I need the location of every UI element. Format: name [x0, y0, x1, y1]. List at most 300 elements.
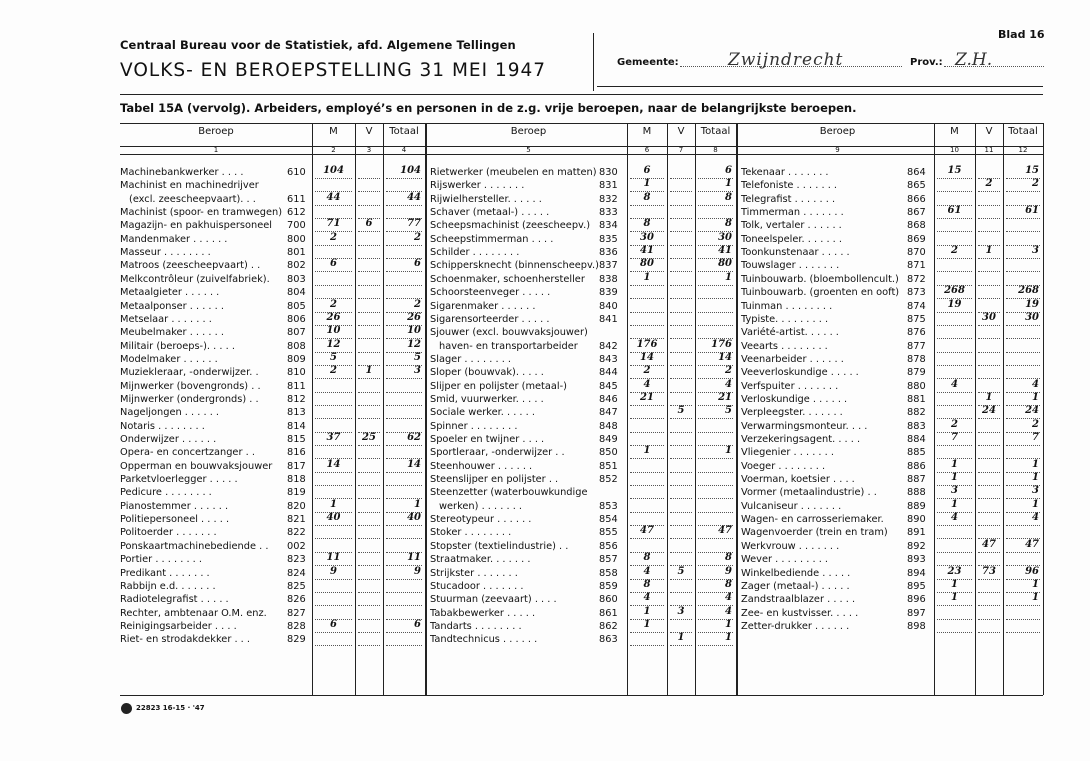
entry-line: [1006, 258, 1040, 260]
count-t: 10: [407, 325, 421, 337]
occupation-label: Portier . . . . . . . .: [120, 554, 203, 566]
entry-line: [698, 538, 733, 540]
section-rule: [426, 123, 427, 695]
entry-line: [937, 525, 972, 527]
count-t: 44: [407, 191, 421, 203]
count-m: 1: [643, 445, 651, 457]
entry-line: [315, 405, 352, 407]
occupation-code: 875: [907, 313, 926, 325]
count-m: 2: [951, 245, 958, 257]
entry-line: [937, 552, 972, 554]
occupation-label: Steenslijper en polijster . .: [430, 474, 559, 486]
occupation-label: Politoerder . . . . . . .: [120, 527, 217, 539]
entry-line: [386, 485, 422, 487]
occupation-code: 879: [907, 367, 926, 379]
occupation-label: Pianostemmer . . . . . .: [120, 500, 229, 512]
entry-line: [937, 231, 972, 233]
occupation-code: 808: [287, 340, 306, 352]
occupation-label: Zandstraalblazer . . . . .: [741, 594, 856, 606]
header-m: M: [950, 126, 959, 137]
occupation-label: Metaalponser . . . . . .: [120, 300, 225, 312]
entry-line: [698, 472, 733, 474]
entry-line: [698, 325, 733, 327]
province-label: Prov.:: [910, 57, 943, 68]
occupation-code: 803: [287, 273, 306, 285]
header-divider: [593, 33, 594, 91]
count-m: 3: [951, 485, 958, 497]
occupation-code: 832: [599, 193, 618, 205]
occupation-label: Zetter-drukker . . . . . .: [741, 620, 850, 632]
entry-line: [630, 205, 664, 207]
count-m: 9: [330, 565, 337, 577]
occupation-label: Spoeler en twijner . . . .: [430, 434, 545, 445]
count-m: 268: [944, 285, 965, 297]
count-t: 26: [407, 311, 421, 323]
entry-line: [670, 325, 692, 327]
occupation-label: Rietwerker (meubelen en matten): [430, 167, 597, 178]
entry-line: [358, 579, 380, 581]
entry-line: [1006, 325, 1040, 327]
entry-line: [670, 178, 692, 180]
count-v: 5: [677, 405, 685, 417]
count-t: 1: [725, 618, 732, 630]
entry-line: [630, 645, 664, 647]
occupation-code: 888: [907, 487, 926, 499]
occupation-label: Veenarbeider . . . . . .: [741, 353, 844, 365]
occupation-code: 880: [907, 380, 926, 392]
colnum-bottom-rule: [120, 154, 1043, 155]
column-rule: [627, 123, 628, 695]
entry-line: [358, 632, 380, 634]
municipality-value: Zwijndrecht: [728, 50, 844, 70]
count-v: 6: [365, 218, 373, 230]
occupation-code: 896: [907, 594, 926, 606]
occupation-label: Typiste. . . . . . . . .: [741, 313, 829, 325]
occupation-code: 857: [599, 554, 618, 566]
occupation-label: Steenzetter (waterbouwkundige: [430, 487, 588, 499]
occupation-label: Predikant . . . . . . .: [120, 567, 210, 579]
entry-line: [315, 592, 352, 594]
occupation-label: Spinner . . . . . . . .: [430, 420, 518, 432]
entry-line: [315, 271, 352, 273]
column-number: 8: [713, 146, 718, 154]
count-v: 1: [677, 632, 685, 644]
entry-line: [358, 258, 380, 260]
occupation-label: Verloskundige . . . . . .: [741, 393, 848, 405]
count-m: 4: [951, 378, 958, 390]
header-totaal: Totaal: [389, 126, 419, 137]
occupation-label: Stereotypeur . . . . . .: [430, 514, 532, 526]
entry-line: [978, 285, 1000, 287]
header-beroep: Beroep: [198, 126, 234, 137]
occupation-code: 828: [287, 620, 306, 632]
entry-line: [937, 271, 972, 273]
occupation-code: 800: [287, 233, 306, 245]
occupation-label: Straatmaker. . . . . . .: [430, 554, 531, 566]
count-t: 30: [718, 231, 732, 243]
header-m: M: [642, 126, 652, 137]
municipality-underline: [680, 66, 902, 68]
occupation-code: 878: [907, 353, 926, 365]
count-t: 11: [407, 552, 421, 564]
count-t: 8: [725, 578, 732, 590]
count-v: 3: [677, 605, 685, 617]
header-v: V: [985, 126, 993, 137]
entry-line: [978, 191, 1000, 193]
occupation-label: Toonkunstenaar . . . . .: [741, 247, 850, 259]
occupation-code: 839: [599, 287, 618, 299]
count-v: 25: [362, 432, 376, 443]
entry-line: [386, 271, 422, 273]
column-number: 3: [366, 146, 372, 154]
entry-line: [670, 298, 692, 300]
occupation-label: Zee- en kustvisser. . . . .: [741, 607, 859, 619]
count-t: 1: [725, 178, 732, 190]
count-t: 8: [725, 218, 732, 230]
occupation-label: Melkcontrôleur (zuivelfabriek).: [120, 273, 270, 285]
occupation-label: Veeverloskundige . . . . .: [741, 367, 859, 379]
entry-line: [670, 552, 692, 554]
occupation-label: Veearts . . . . . . . .: [741, 340, 828, 352]
occupation-code: 846: [599, 393, 618, 405]
occupation-label: Telegrafist . . . . . . .: [741, 193, 836, 205]
entry-line: [937, 619, 972, 621]
occupation-label: Ponskaartmachinebediende . .: [120, 540, 269, 552]
entry-line: [358, 645, 380, 647]
occupation-label: Stucadoor . . . . . . .: [430, 580, 524, 592]
occupation-label: Wever . . . . . . . . .: [741, 554, 829, 566]
entry-line: [937, 405, 972, 407]
column-rule: [312, 123, 313, 695]
occupation-code: 852: [599, 474, 618, 486]
count-m: 14: [326, 458, 341, 470]
entry-line: [670, 485, 692, 487]
entry-line: [670, 458, 692, 460]
header-rule-long: [120, 94, 1043, 95]
occupation-label: Sigarensorteerder . . . . .: [430, 313, 550, 325]
count-m: 8: [643, 191, 651, 203]
table-bottom-rule: [120, 695, 1043, 696]
count-m: 21: [640, 391, 654, 403]
count-m: 176: [636, 338, 658, 350]
occupation-code: 802: [287, 260, 306, 272]
entry-line: [698, 205, 733, 207]
entry-line: [937, 538, 972, 540]
occupation-code: 829: [287, 634, 306, 646]
occupation-code: 859: [599, 580, 618, 592]
column-number: 11: [984, 146, 994, 154]
column-rule: [355, 123, 356, 695]
entry-line: [670, 271, 692, 273]
count-m: 1: [951, 578, 958, 590]
entry-line: [1006, 445, 1040, 447]
entry-line: [358, 392, 380, 394]
column-number: 6: [644, 146, 650, 154]
entry-line: [978, 418, 1000, 420]
count-t: 80: [718, 258, 732, 270]
occupation-code: 862: [599, 620, 618, 632]
entry-line: [698, 485, 733, 487]
count-t: 62: [407, 432, 421, 443]
entry-line: [937, 632, 972, 634]
count-v: 73: [982, 565, 996, 577]
occupation-code: 881: [907, 393, 926, 405]
occupation-label: Winkelbediende . . . . .: [741, 567, 851, 579]
occupation-code: 866: [907, 193, 926, 205]
occupation-label: Tuinbouwarb. (bloembollencult.): [741, 273, 899, 285]
entry-line: [670, 445, 692, 447]
occupation-label: Tabakbewerker . . . . .: [430, 607, 536, 619]
header-rule: [597, 86, 1043, 87]
occupation-code: 851: [599, 460, 618, 472]
occupation-code: 822: [287, 527, 306, 539]
entry-line: [386, 418, 422, 420]
occupation-code: 821: [287, 514, 306, 526]
entry-line: [630, 325, 664, 327]
count-t: 1: [725, 271, 732, 283]
occupation-code: 847: [599, 407, 618, 419]
count-t: 7: [1032, 432, 1039, 443]
occupation-code: 854: [599, 514, 618, 526]
count-m: 4: [643, 592, 651, 604]
occupation-label: Verwarmingsmonteur. . . .: [741, 420, 868, 432]
entry-line: [978, 552, 1000, 554]
entry-line: [978, 445, 1000, 447]
count-m: 1: [643, 618, 651, 630]
occupation-code: 813: [287, 407, 306, 419]
entry-line: [937, 258, 972, 260]
occupation-code: 834: [599, 220, 618, 232]
count-t: 176: [711, 338, 732, 350]
occupation-label: Wagenvoerder (trein en tram): [741, 527, 888, 539]
entry-line: [978, 498, 1000, 500]
entry-line: [315, 645, 352, 647]
entry-line: [386, 525, 422, 527]
count-m: 1: [951, 592, 958, 604]
entry-line: [937, 325, 972, 327]
count-m: 1: [951, 458, 958, 470]
entry-line: [670, 245, 692, 247]
entry-line: [630, 418, 664, 420]
entry-line: [630, 285, 664, 287]
occupation-label: Steenhouwer . . . . . .: [430, 460, 533, 472]
entry-line: [978, 579, 1000, 581]
entry-line: [358, 285, 380, 287]
occupation-code: 827: [287, 607, 306, 619]
entry-line: [698, 645, 733, 647]
occupation-label: Parketvloerlegger . . . . .: [120, 474, 238, 486]
entry-line: [315, 538, 352, 540]
occupation-code: 812: [287, 393, 306, 405]
occupation-code: 898: [907, 620, 926, 632]
entry-line: [358, 178, 380, 180]
count-m: 44: [326, 191, 341, 203]
count-t: 61: [1025, 205, 1039, 217]
count-t: 3: [1032, 245, 1039, 257]
occupation-label: Timmerman . . . . . . .: [741, 207, 844, 219]
count-m: 4: [643, 565, 651, 577]
occupation-code: 801: [287, 247, 306, 259]
occupation-code: 835: [599, 233, 618, 245]
entry-line: [1006, 218, 1040, 220]
occupation-code: 867: [907, 207, 926, 219]
header-beroep: Beroep: [510, 126, 547, 137]
occupation-label: Vormer (metaalindustrie) . .: [741, 487, 877, 499]
occupation-code: 844: [599, 367, 618, 379]
count-t: 14: [407, 458, 421, 470]
entry-line: [315, 205, 352, 207]
entry-line: [937, 365, 972, 367]
table-title: Tabel 15A (vervolg). Arbeiders, employé’s en personen in de z.g. vrije beroepen, naar de belangrijkste beroepen.: [120, 101, 857, 115]
occupation-code: 811: [287, 380, 306, 392]
entry-line: [386, 605, 422, 607]
entry-line: [1006, 552, 1040, 554]
count-t: 268: [1018, 285, 1039, 297]
occupation-label: Rijswerker . . . . . . .: [430, 180, 525, 192]
header-v: V: [365, 126, 373, 137]
entry-line: [670, 498, 692, 500]
entry-line: [937, 445, 972, 447]
entry-line: [670, 579, 692, 581]
column-rule: [975, 123, 976, 695]
entry-line: [937, 218, 972, 220]
occupation-label: Sportleraar, -onderwijzer . .: [430, 447, 565, 459]
count-t: 6: [725, 165, 732, 176]
count-t: 6: [414, 618, 421, 630]
entry-line: [978, 378, 1000, 380]
occupation-label: Stuurman (zeevaart) . . . .: [430, 594, 557, 606]
occupation-code: 876: [907, 327, 926, 339]
count-t: 15: [1025, 165, 1039, 176]
entry-line: [358, 552, 380, 554]
province-value: Z.H.: [955, 50, 993, 70]
entry-line: [358, 472, 380, 474]
occupation-label: haven- en transportarbeider: [439, 340, 578, 352]
page-number: Blad 16: [998, 28, 1045, 41]
occupation-code: 853: [599, 500, 618, 512]
column-number: 5: [526, 146, 531, 154]
entry-line: [630, 538, 664, 540]
count-v: 1: [985, 391, 993, 403]
count-t: 41: [718, 245, 732, 257]
header-totaal: Totaal: [700, 126, 731, 137]
count-t: 47: [718, 525, 732, 537]
occupation-code: 804: [287, 287, 306, 299]
occupation-code: 805: [287, 300, 306, 312]
occupation-code: 884: [907, 434, 926, 445]
occupation-code: [599, 327, 623, 339]
occupation-label: Zager (metaal-) . . . . .: [741, 580, 850, 592]
count-t: 96: [1025, 565, 1039, 577]
occupation-code: 865: [907, 180, 926, 192]
count-m: 15: [947, 165, 962, 176]
entry-line: [315, 525, 352, 527]
entry-line: [358, 352, 380, 354]
count-t: 8: [725, 191, 732, 203]
entry-line: [978, 485, 1000, 487]
occupation-code: 895: [907, 580, 926, 592]
occupation-label: Verfspuiter . . . . . . .: [741, 380, 839, 392]
count-v: 24: [982, 405, 996, 417]
entry-line: [386, 592, 422, 594]
entry-line: [978, 365, 1000, 367]
entry-line: [670, 512, 692, 514]
occupation-label: Telefoniste . . . . . . .: [741, 180, 838, 192]
count-m: 8: [643, 218, 651, 230]
count-t: 9: [414, 565, 421, 577]
entry-line: [358, 538, 380, 540]
count-t: 6: [414, 258, 421, 270]
count-m: 10: [326, 325, 341, 337]
occupation-label: Militair (beroeps-). . . . .: [120, 340, 235, 352]
entry-line: [386, 405, 422, 407]
entry-line: [698, 285, 733, 287]
occupation-code: 868: [907, 220, 926, 232]
occupation-code: 848: [599, 420, 618, 432]
occupation-label: werken) . . . . . . .: [439, 500, 523, 512]
entry-line: [315, 485, 352, 487]
occupation-label: Reinigingsarbeider . . . .: [120, 620, 237, 632]
entry-line: [978, 218, 1000, 220]
count-m: 11: [326, 552, 341, 564]
occupation-label: Sloper (bouwvak). . . . .: [430, 367, 544, 379]
count-m: 23: [947, 565, 962, 577]
occupation-code: 873: [907, 287, 926, 299]
province-underline: [944, 66, 1044, 68]
entry-line: [937, 178, 972, 180]
occupation-code: 870: [907, 247, 926, 259]
entry-line: [315, 392, 352, 394]
count-m: 104: [323, 165, 344, 176]
count-m: 2: [330, 231, 337, 243]
entry-line: [358, 565, 380, 567]
count-m: 19: [947, 298, 962, 310]
column-number: 9: [835, 146, 840, 154]
count-v: 2: [985, 178, 993, 190]
occupation-label: Meubelmaker . . . . . .: [120, 327, 224, 339]
count-m: 4: [951, 512, 958, 524]
occupation-label: Voeger . . . . . . . .: [741, 460, 826, 472]
count-t: 1: [725, 632, 732, 644]
occupation-code: 874: [907, 300, 926, 312]
entry-line: [386, 392, 422, 394]
occupation-label: Machinebankwerker . . . .: [120, 167, 244, 178]
occupation-label: Wagen- en carrosseriemaker.: [741, 514, 884, 526]
entry-line: [386, 205, 422, 207]
occupation-label: Schaver (metaal-) . . . . .: [430, 207, 550, 219]
count-t: 40: [407, 512, 421, 524]
occupation-label: Mandenmaker . . . . . .: [120, 233, 228, 245]
entry-line: [670, 218, 692, 220]
occupation-label: Slager . . . . . . . .: [430, 353, 512, 365]
occupation-code: 837: [599, 260, 618, 272]
entry-line: [978, 231, 1000, 233]
count-t: 4: [1032, 512, 1039, 524]
entry-line: [315, 579, 352, 581]
occupation-code: 806: [287, 313, 306, 325]
entry-line: [698, 298, 733, 300]
count-m: 37: [326, 432, 341, 443]
occupation-label: Tandtechnicus . . . . . .: [430, 634, 538, 646]
count-t: 104: [400, 165, 421, 176]
entry-line: [937, 338, 972, 340]
occupation-label: Stopster (textielindustrie) . .: [430, 540, 569, 552]
entry-line: [698, 418, 733, 420]
occupation-label: Touwslager . . . . . . .: [741, 260, 840, 272]
occupation-label: Scheepstimmerman . . . .: [430, 233, 554, 245]
entry-line: [670, 205, 692, 207]
entry-line: [978, 325, 1000, 327]
